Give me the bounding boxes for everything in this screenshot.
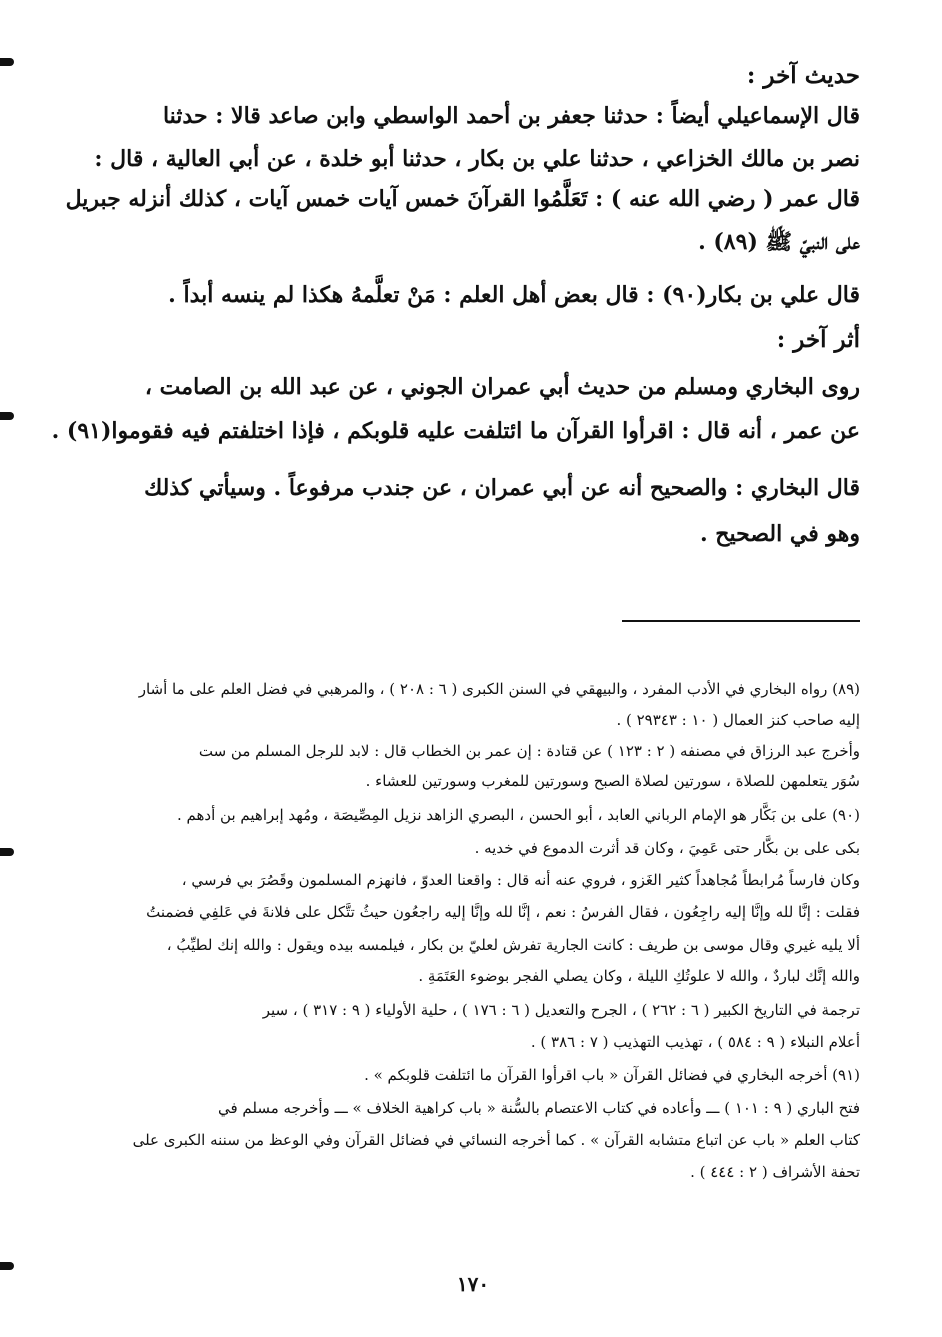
scan-margin-mark xyxy=(0,58,14,66)
footnote-line: إليه صاحب كنز العمال ( ١٠ : ٢٩٣٤٣ ) . xyxy=(616,711,860,729)
footnote-line: (٩١) أخرجه البخاري في فضائل القرآن « باب اقرأوا القرآن ما ائتلفت قلوبكم » . xyxy=(364,1066,860,1084)
text-line: قال علي بن بكار(٩٠) : قال بعض أهل العلم : مَنْ تعلَّمهُ هكذا لم ينسه أبداً . xyxy=(168,282,860,308)
footnote-line: فقلت : إنَّا لله وإنَّا إليه راجِعُون ، فقال الفرسُ : نعم ، إنَّا لله وإنَّا إليه راجعُون حيثُ تتَّكل على فلانةَ في عَلفِي فضمنتُ xyxy=(146,903,860,921)
text-line: قال عمر ( رضي الله عنه ) : تَعَلَّمُوا القرآنَ خمس آيات خمس آيات ، كذلك أنزله جبريل xyxy=(65,186,860,212)
footnote-line: أعلام النبلاء ( ٩ : ٥٨٤ ) ، تهذيب التهذيب ( ٧ : ٣٨٦ ) . xyxy=(530,1033,860,1051)
footnote-line: (٨٩) رواه البخاري في الأدب المفرد ، والبيهقي في السنن الكبرى ( ٦ : ٢٠٨ ) ، والمرهبي في فضل العلم على ما أشار xyxy=(138,680,860,698)
scan-margin-mark xyxy=(0,1262,14,1270)
text-line: قال الإسماعيلي أيضاً : حدثنا جعفر بن أحمد الواسطي وابن صاعد قالا : حدثنا xyxy=(162,103,860,129)
text-line: روى البخاري ومسلم من حديث أبي عمران الجوني ، عن عبد الله بن الصامت ، xyxy=(144,374,860,400)
text-line: على النبيّ ﷺ (٨٩) . xyxy=(698,229,860,255)
scan-margin-mark xyxy=(0,412,14,420)
footnote-line: فتح الباري ( ٩ : ١٠١ ) ـــ وأعاده في كتاب الاعتصام بالسُّنة « باب كراهية الخلاف » ـــ وأخرجه مسلم في xyxy=(217,1099,860,1117)
section-heading: حديث آخر : xyxy=(746,62,860,89)
footnote-line: (٩٠) على بن بَكَّار هو الإمام الرباني العابد ، أبو الحسن ، البصري الزاهد نزيل المِصِّيصَة ، ومُهد إبراهيم بن أدهم . xyxy=(177,806,860,824)
footnote-line: بكى على بن بكَّار حتى عَمِيَ ، وكان قد أثرت الدموع في خديه . xyxy=(474,839,860,857)
footnote-line: سُوَر يتعلمهن للصلاة ، سورتين لصلاة الصبح وسورتين للمغرب وسورتين للعشاء . xyxy=(365,772,860,790)
footnote-line: والله إنَّك لباردٌ ، والله لا علوتُكِ الليلة ، وكان يصلي الفجر بوضوء العَتَمَةِ . xyxy=(418,967,860,985)
scan-margin-mark xyxy=(0,848,14,856)
text-line: قال البخاري : والصحيح أنه عن أبي عمران ، عن جندب مرفوعاً . وسيأتي كذلك xyxy=(144,475,860,501)
text-line: نصر بن مالك الخزاعي ، حدثنا علي بن بكار ، حدثنا أبو خلدة ، عن أبي العالية ، قال : xyxy=(94,146,860,172)
text-line: عن عمر ، أنه قال : اقرأوا القرآن ما ائتلفت عليه قلوبكم ، فإذا اختلفتم فيه فقوموا(٩١) . xyxy=(51,418,860,444)
text-line: وهو في الصحيح . xyxy=(699,521,860,547)
footnote-line: تحفة الأشراف ( ٢ : ٤٤٤ ) . xyxy=(690,1163,860,1181)
footnote-line: وأخرج عبد الرزاق في مصنفه ( ٢ : ١٢٣ ) عن قتادة : إن عمر بن الخطاب قال : لابد للرجل المسلم من ست xyxy=(198,742,860,760)
footnote-line: ترجمة في التاريخ الكبير ( ٦ : ٢٦٢ ) ، الجرح والتعديل ( ٦ : ١٧٦ ) ، حلية الأولياء ( ٩ : ٣١٧ ) ، سير xyxy=(262,1001,860,1019)
section-heading: أثر آخر : xyxy=(776,326,860,353)
page-number: ١٧٠ xyxy=(456,1272,490,1296)
footnote-divider xyxy=(622,620,860,622)
footnote-line: ألا يليه غيري وقال موسى بن طريف : كانت الجارية تفرش لعليّ بن بكار ، فيلمسه بيده ويقول : والله إنك لطيِّبُ ، xyxy=(166,936,860,954)
footnote-line: كتاب العلم « باب عن اتباع متشابه القرآن » . كما أخرجه النسائي في فضائل القرآن وفي الوعظ من سننه الكبرى على xyxy=(132,1131,860,1149)
footnote-line: وكان فارساً مُرابطاً مُجاهداً كثير الغَزو ، فروي عنه أنه قال : واقعنا العدوّ ، فانهزم المسلمون وقَصُرَ بي فرسي ، xyxy=(181,871,860,889)
